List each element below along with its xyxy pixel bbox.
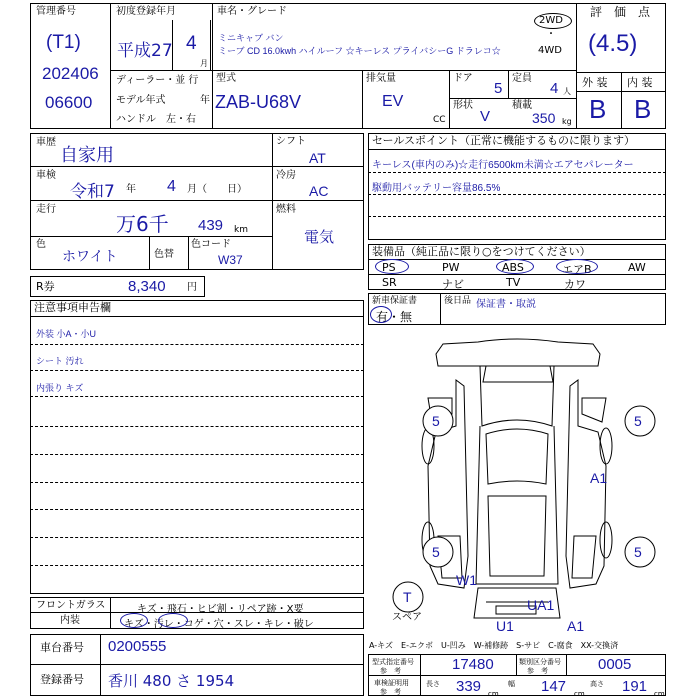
car-diagram bbox=[368, 326, 666, 638]
note-line2: シート 汚れ bbox=[36, 356, 84, 366]
divider bbox=[621, 72, 622, 129]
recycle-box bbox=[30, 276, 205, 297]
dashed-line bbox=[30, 426, 364, 427]
divider bbox=[188, 236, 189, 270]
yen-unit: 円 bbox=[187, 282, 197, 293]
load-label: 積載 bbox=[512, 100, 532, 111]
equip-leather: カワ bbox=[564, 278, 586, 291]
width-label: 幅 bbox=[508, 680, 515, 688]
divider bbox=[362, 70, 363, 129]
inspection-month: 4 bbox=[167, 178, 176, 195]
shift-label: シフト bbox=[276, 136, 306, 147]
doors-label: ドア bbox=[453, 73, 473, 84]
fuel-value: 電気 bbox=[304, 228, 335, 246]
height-value: 191 bbox=[622, 678, 648, 695]
class-num-value: 0005 bbox=[598, 656, 632, 673]
spare-mark: T bbox=[403, 589, 412, 605]
divider bbox=[576, 91, 666, 92]
maintenance-value: 保証書・取説 bbox=[476, 299, 536, 310]
equip-ps: PS bbox=[382, 261, 396, 274]
divider bbox=[449, 70, 450, 129]
length-label: 長さ bbox=[426, 680, 440, 688]
divider bbox=[440, 293, 441, 325]
inspection-year-unit: 年 bbox=[126, 184, 136, 195]
type-num-value: 17480 bbox=[452, 656, 494, 673]
divider bbox=[110, 3, 111, 129]
history-value: 自家用 bbox=[60, 145, 114, 166]
fuel-label: 燃料 bbox=[276, 204, 296, 215]
divider bbox=[110, 597, 111, 629]
name-line1: ミニキャブ バン bbox=[218, 33, 284, 43]
dashed-line bbox=[368, 194, 666, 195]
inspection-value: 令和7 bbox=[70, 182, 115, 202]
height-label: 高さ bbox=[590, 680, 604, 688]
chassis-label: 車台番号 bbox=[40, 641, 84, 654]
mgmt-num1: 202406 bbox=[42, 64, 99, 83]
type-label: 型式 bbox=[216, 73, 236, 84]
mgmt-num2: 06600 bbox=[45, 93, 93, 112]
front-glass-value: キズ・飛石・ヒビ割・リペア跡・X要 bbox=[137, 604, 304, 615]
damage-mark: A1 bbox=[567, 618, 585, 634]
model-year-label: モデル年式 bbox=[116, 95, 166, 106]
first-reg-label: 初度登録年月 bbox=[116, 6, 176, 17]
year-unit: 年 bbox=[200, 95, 210, 106]
color-code-value: W37 bbox=[218, 253, 243, 267]
divider bbox=[149, 236, 150, 270]
equip-aw: AW bbox=[628, 261, 646, 274]
ext-label: 外 装 bbox=[582, 76, 608, 89]
divider bbox=[516, 654, 517, 675]
shift-value: AT bbox=[309, 150, 326, 166]
divider bbox=[420, 654, 421, 696]
name-label: 車名・グレード bbox=[217, 6, 287, 17]
divider bbox=[576, 3, 577, 129]
equip-navi: ナビ bbox=[442, 278, 464, 291]
cc-unit: CC bbox=[433, 115, 446, 125]
cert-sub: 参 考 bbox=[380, 688, 401, 696]
equip-abs: ABS bbox=[502, 261, 524, 274]
mileage-label: 走行 bbox=[36, 204, 56, 215]
reg-value: 香川 480 さ 1954 bbox=[108, 672, 235, 690]
abs-circle bbox=[496, 259, 534, 274]
equip-airbag: エアB bbox=[562, 263, 592, 276]
int-value: B bbox=[634, 94, 652, 124]
damage-mark: 5 bbox=[432, 413, 440, 429]
doors-value: 5 bbox=[494, 80, 503, 97]
front-glass-label: フロントガラス bbox=[36, 600, 106, 611]
warranty-label: 新車保証書 bbox=[372, 296, 418, 306]
color-label: 色 bbox=[36, 239, 46, 250]
divider bbox=[368, 675, 666, 676]
ps-circle bbox=[375, 259, 409, 274]
load-value: 350 bbox=[532, 110, 556, 126]
equip-pw: PW bbox=[442, 261, 460, 274]
interior-scratch-circle bbox=[120, 613, 148, 628]
dashed-line bbox=[30, 454, 364, 455]
first-reg-month: 4 bbox=[186, 33, 197, 54]
class-num-sub: 参 考 bbox=[527, 667, 548, 675]
drive-4wd: 4WD bbox=[538, 45, 562, 56]
maintenance-label: 後日品 bbox=[444, 296, 472, 306]
mgmt-code: (T1) bbox=[46, 32, 81, 53]
divider bbox=[368, 149, 666, 150]
shape-label: 形状 bbox=[453, 100, 473, 111]
divider bbox=[449, 98, 576, 99]
dashed-line bbox=[30, 565, 364, 566]
shape-value: V bbox=[480, 108, 491, 125]
damage-mark: 5 bbox=[634, 544, 642, 560]
divider bbox=[508, 70, 509, 98]
dashed-line bbox=[368, 216, 666, 217]
cm-unit: cm bbox=[654, 690, 665, 698]
disp-value: EV bbox=[382, 93, 404, 110]
drive-dot: ・ bbox=[546, 29, 556, 40]
divider bbox=[210, 20, 211, 70]
equip-sr: SR bbox=[382, 276, 397, 289]
damage-mark: A1 bbox=[590, 470, 608, 486]
damage-mark: W1 bbox=[456, 572, 477, 588]
inspection-label: 車検 bbox=[36, 170, 56, 181]
disp-label: 排気量 bbox=[366, 73, 396, 84]
km-unit: km bbox=[234, 225, 248, 235]
divider bbox=[212, 3, 213, 129]
dashed-line bbox=[30, 370, 364, 371]
dashed-line bbox=[30, 509, 364, 510]
equipment-title: 装備品（純正品に限り○をつけてください） bbox=[372, 245, 591, 258]
history-label: 車歴 bbox=[36, 137, 56, 148]
divider bbox=[576, 72, 666, 73]
equip-tv: TV bbox=[506, 276, 521, 289]
inspection-month-unit: 月（ 日） bbox=[187, 184, 247, 195]
type-num-sub: 参 考 bbox=[380, 667, 401, 675]
divider bbox=[272, 200, 364, 201]
length-value: 339 bbox=[456, 678, 482, 695]
mileage-value: 万6千 bbox=[116, 212, 169, 236]
ac-value: AC bbox=[309, 183, 329, 199]
recycle-value: 8,340 bbox=[128, 278, 166, 295]
name-line2: ミーブ CD 16.0kwh ハイルーフ ☆キーレス プライバシーG ドラレコ☆ bbox=[218, 46, 501, 56]
divider bbox=[30, 200, 272, 201]
note-line3: 内張り キズ bbox=[36, 383, 84, 393]
dashed-line bbox=[30, 396, 364, 397]
type-num-label: 型式指定番号 bbox=[372, 658, 414, 666]
equipment-row2 bbox=[368, 274, 666, 289]
dealer-label: ディーラー・並 行 bbox=[116, 75, 199, 86]
warranty-value: 有・無 bbox=[376, 310, 413, 324]
ac-label: 冷房 bbox=[276, 170, 296, 181]
recycle-label: R券 bbox=[36, 280, 55, 293]
interior-label: 内装 bbox=[60, 615, 80, 626]
note-line1: 外装 小A・小U bbox=[36, 329, 97, 339]
notes-title: 注意事項申告欄 bbox=[34, 301, 111, 314]
handle-label: ハンドル 左・右 bbox=[116, 114, 196, 125]
people-unit: 人 bbox=[563, 87, 571, 96]
spare-text: スペア bbox=[392, 612, 422, 623]
class-num-label: 類別区分番号 bbox=[519, 658, 561, 666]
divider bbox=[272, 133, 273, 270]
divider bbox=[566, 654, 567, 675]
color-code-label: 色コード bbox=[191, 239, 231, 250]
damage-mark: 5 bbox=[634, 413, 642, 429]
capacity-label: 定員 bbox=[512, 73, 532, 84]
cm-unit: cm bbox=[574, 690, 585, 698]
first-reg-era: 平成27 bbox=[117, 41, 173, 61]
cert-label: 車検証明用 bbox=[374, 679, 409, 687]
divider bbox=[30, 316, 364, 317]
divider bbox=[272, 166, 364, 167]
color-value: ホワイト bbox=[62, 249, 118, 265]
sales-line2: 駆動用バッテリー容量86.5% bbox=[372, 183, 501, 194]
dashed-line bbox=[30, 537, 364, 538]
damage-mark: U1 bbox=[496, 618, 514, 634]
cm-unit: cm bbox=[488, 690, 499, 698]
divider bbox=[100, 634, 101, 696]
damage-mark: 5 bbox=[432, 544, 440, 560]
interior-stain-circle bbox=[158, 613, 188, 628]
drive-2wd: 2WD bbox=[539, 15, 563, 26]
sales-title: セールスポイント（正常に機能するものに限ります） bbox=[372, 134, 636, 147]
reg-label: 登録番号 bbox=[40, 673, 84, 686]
airbag-circle bbox=[556, 259, 598, 274]
capacity-value: 4 bbox=[550, 80, 559, 97]
dashed-line bbox=[30, 482, 364, 483]
kg-unit: kg bbox=[562, 117, 572, 126]
int-label: 内 装 bbox=[627, 76, 653, 89]
warranty-circle bbox=[370, 306, 392, 323]
type-value: ZAB-U68V bbox=[215, 92, 302, 112]
ext-value: B bbox=[589, 94, 607, 124]
divider bbox=[30, 664, 364, 665]
damage-mark: UA1 bbox=[527, 597, 555, 613]
eval-value: (4.5) bbox=[588, 30, 638, 57]
eval-label: 評 価 点 bbox=[590, 5, 651, 19]
chassis-value: 0200555 bbox=[108, 638, 167, 655]
dashed-line bbox=[368, 172, 666, 173]
mgmt-label: 管理番号 bbox=[36, 6, 76, 17]
damage-legend: A-キズ E-エクボ U-凹み W-補修跡 S-サビ C-腐食 XX-交換済 bbox=[369, 641, 619, 650]
divider bbox=[110, 70, 576, 71]
width-value: 147 bbox=[541, 678, 567, 695]
interior-value: キズ・汚レ・コゲ・穴・スレ・キレ・破レ bbox=[124, 619, 314, 630]
month-unit: 月 bbox=[200, 59, 208, 68]
color-change-label: 色替 bbox=[154, 249, 174, 260]
mileage-sub: 439 bbox=[198, 217, 224, 234]
sales-line1: キーレス(車内のみ)☆走行6500km未満☆エアセパレーター bbox=[372, 160, 634, 171]
dashed-line bbox=[30, 344, 364, 345]
